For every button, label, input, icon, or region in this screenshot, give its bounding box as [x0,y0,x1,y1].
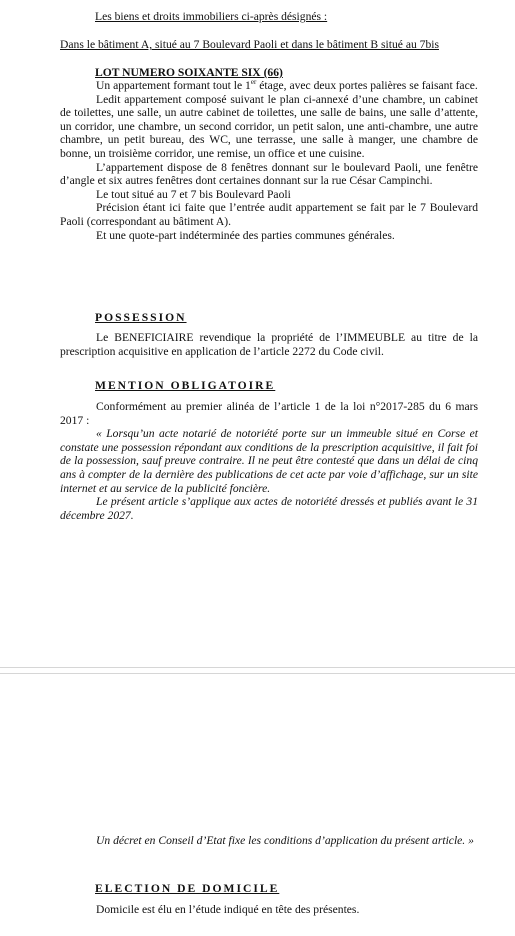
lot-paragraph-3: L’appartement dispose de 8 fenêtres donnant sur le boulevard Paoli, une fenêtre d’angle et six autres fenêtres dont certaines donnant sur la rue César Campinchi. [60,160,478,188]
election-paragraph [60,903,478,917]
possession-heading: POSSESSION [95,311,187,324]
possession-paragraph [60,331,478,358]
quote-paragraph-3: Un décret en Conseil d’Etat fixe les conditions d’application du présent article. » [96,834,474,847]
location-line: Dans le bâtiment A, situé au 7 Boulevard Paoli et dans le bâtiment B situé au 7bis [60,38,439,51]
lot-description [60,79,478,242]
lot-paragraph-5: Précision étant ici faite que l’entrée audit appartement se fait par le 7 Boulevard Paoli (correspondant au bâtiment A). [60,201,478,228]
mention-heading: MENTION OBLIGATOIRE [95,379,276,392]
lot-paragraph-2: Ledit appartement composé suivant le plan ci-annexé d’une chambre, un cabinet de toilettes, une salle, un autre cabinet de toilettes, une salle de bains, une salle d’attente, un corridor, une chambre, un second corridor, un petit salon, une anti-chambre, une autre chambre, un petit bureau, des WC, une terrasse, une salle à manger, une chambre de bonne, un troisième corridor, une remise, un office et une cuisine. [60,92,478,160]
intro-line: Les biens et droits immobiliers ci-après désignés : [95,10,328,23]
document-page-2 [0,674,515,936]
quote-paragraph-1: « Lorsqu’un acte notarié de notoriété porte sur un immeuble situé en Corse et constate une possession répondant aux conditions de la prescription acquisitive, il fait foi de la possession, sauf preuve contraire. Il ne peut être contesté que dans un délai de cinq ans à compter de la dernière des publications de cet acte par voie d’affichage, sur un site internet et au service de la publicité foncière. [60,427,478,495]
lot-paragraph-4: Le tout situé au 7 et 7 bis Boulevard Paoli [96,187,291,201]
lot-paragraph-6: Et une quote-part indéterminée des parties communes générales. [96,228,395,242]
mention-section [60,400,478,522]
quote-continuation [60,834,478,848]
page-break [0,667,515,674]
possession-text: Le BENEFICIAIRE revendique la propriété de l’IMMEUBLE au titre de la prescription acquisitive en application de l’article 2272 du Code civil. [60,331,478,358]
election-heading: ELECTION DE DOMICILE [95,882,280,895]
lot-title: LOT NUMERO SOIXANTE SIX (66) [95,66,283,79]
quote-paragraph-2: Le présent article s’applique aux actes de notoriété dressés et publiés avant le 31 décembre 2027. [60,495,478,522]
lot-paragraph-1: Un appartement formant tout le 1er étage, avec deux portes palières se faisant face. [96,78,478,92]
election-text: Domicile est élu en l’étude indiqué en tête des présentes. [96,903,360,916]
mention-text: Conformément au premier alinéa de l’article 1 de la loi n°2017-285 du 6 mars 2017 : [60,400,478,427]
